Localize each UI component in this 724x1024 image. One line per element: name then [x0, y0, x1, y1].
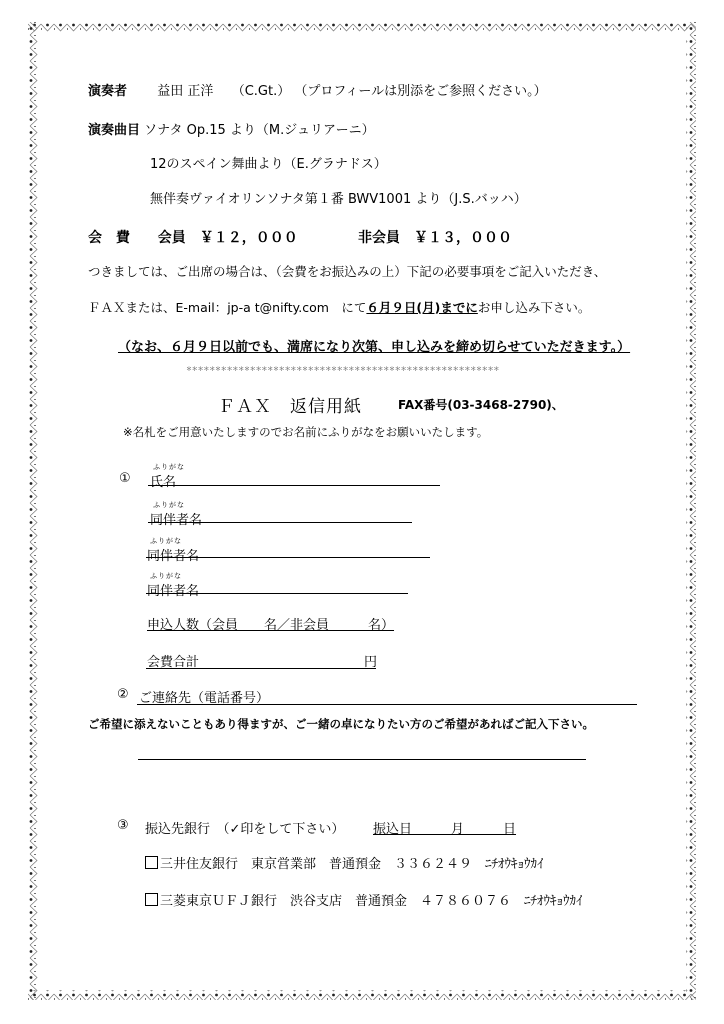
fax-number: FAX番号(03-3468-2790)、 [398, 398, 564, 412]
companion-field-3[interactable] [146, 593, 408, 594]
phone-field[interactable] [137, 704, 637, 705]
yen-label: 円 [364, 655, 378, 670]
section-2-marker: ② [117, 687, 129, 702]
companion-furigana: ふりがな [150, 572, 182, 580]
companion-label: 同伴者名 [147, 584, 200, 599]
name-field[interactable] [148, 485, 440, 486]
fee-total-field[interactable] [146, 668, 376, 669]
name-label: 氏名 [150, 475, 177, 490]
program-item: 12のスペイン舞曲より（E.グラナドス） [150, 157, 387, 172]
performer-row [88, 80, 547, 99]
program-item: 無伴奏ヴァイオリンソナタ第１番 BWV1001 より（J.S.バッハ） [150, 192, 527, 207]
fee-label: 会 費 [88, 230, 130, 246]
deadline: ６月９日(月)までに [366, 300, 478, 315]
bank-option[interactable] [145, 890, 583, 909]
contact-methods: ＦＡＸまたは、E-mail：jp-a t@nifty.com にて [88, 300, 367, 315]
asterisk-separator: ＊＊＊＊＊＊＊＊＊＊＊＊＊＊＊＊＊＊＊＊＊＊＊＊＊＊＊＊＊＊＊＊＊＊＊＊＊＊＊＊＊＊＊＊＊＊＊＊＊＊＊＊＊＊ [186, 366, 500, 373]
program-item: ソナタ Op.15 より（M.ジュリアーニ） [144, 123, 375, 138]
companion-label: 同伴者名 [147, 549, 200, 564]
apply-text: お申し込み下さい。 [477, 300, 591, 315]
bank-option-label: 三井住友銀行 東京営業部 普通預金 ３３６２４９ ﾆﾁｵｳｷｮｳｶｲ [160, 857, 544, 872]
bank-option[interactable] [145, 853, 544, 872]
bank-label: 振込先銀行 （✓印をして下さい） [145, 822, 345, 837]
companion-field-label [150, 500, 202, 528]
companion-label: 同伴者名 [150, 513, 203, 528]
checkbox[interactable] [145, 893, 158, 906]
name-furigana: ふりがな [153, 463, 185, 471]
fee-total-label: 会費合計 [147, 655, 200, 670]
section-1-marker: ① [119, 471, 131, 486]
furigana-note: ※名札をご用意いたしますのでお名前にふりがなをお願いいたします。 [123, 425, 489, 439]
fax-form-title: ＦＡＸ 返信用紙 [218, 397, 362, 417]
instruction-line-2 [88, 298, 590, 316]
attendee-count-field[interactable]: 申込人数（会員 名／非会員 名） [147, 618, 395, 633]
companion-furigana: ふりがな [150, 537, 182, 545]
fee-member: 会員 ￥１２，０００ [157, 230, 298, 246]
program-label: 演奏曲目 [88, 123, 141, 138]
table-preference-field[interactable] [138, 759, 586, 760]
companion-field-label [147, 571, 199, 599]
performer-instrument: （C.Gt.） [231, 84, 291, 99]
companion-field-1[interactable] [148, 522, 412, 523]
capacity-note: （なお、６月９日以前でも、満席になり次第、申し込みを締め切らせていただきます。） [118, 340, 631, 355]
performer-name: 益田 正洋 [157, 84, 214, 99]
table-preference-note: ご希望に添えないこともあり得ますが、ご一緒の卓になりたい方のご希望があればご記入下さい。 [88, 717, 594, 731]
bank-option-label: 三菱東京ＵＦＪ銀行 渋谷支店 普通預金 ４７８６０７６ ﾆﾁｵｳｷｮｳｶｲ [160, 894, 583, 909]
fee-row [88, 227, 298, 247]
performer-label: 演奏者 [88, 84, 128, 99]
companion-field-2[interactable] [146, 557, 430, 558]
companion-field-label [147, 536, 199, 564]
performer-note: （プロフィールは別添をご参照ください。） [294, 84, 547, 99]
transfer-date-field[interactable]: 振込日 月 日 [373, 822, 517, 837]
phone-label: ご連絡先（電話番号） [139, 691, 270, 706]
companion-furigana: ふりがな [153, 501, 185, 509]
checkbox[interactable] [145, 856, 158, 869]
program-row [88, 119, 375, 138]
section-3-marker: ③ [117, 818, 129, 833]
fee-nonmember: 非会員 ￥１３，０００ [358, 230, 512, 246]
instruction-line-1: つきましては、ご出席の場合は、（会費をお振込みの上）下記の必要事項をご記入いただき、 [88, 264, 607, 279]
